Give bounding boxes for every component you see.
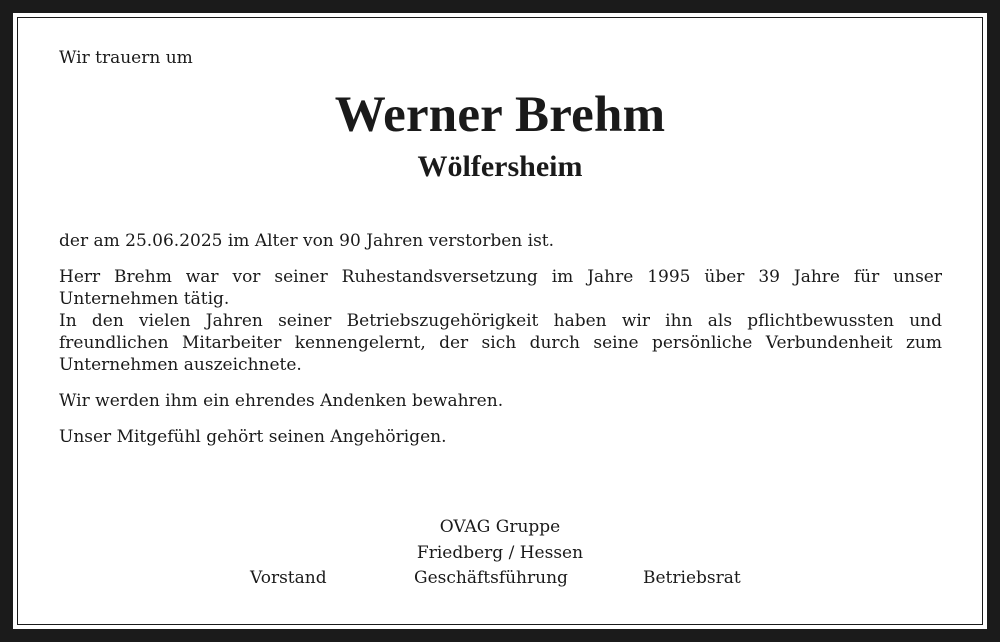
notice-body [59,230,942,448]
deceased-name: Werner Brehm [334,87,666,143]
hometown: Wölfersheim [417,150,583,183]
career-paragraph: Herr Brehm war vor seiner Ruhestandsversetzung im Jahre 1995 über 39 Jahre für unser Unternehmen tätig. [59,267,942,309]
tribute-paragraph: In den vielen Jahren seiner Betriebszugehörigkeit haben wir ihn als pflichtbewussten und freundlichen Mitarbeiter kennengelernt, der sich durch seine persönliche Verbundenheit zum Unternehmen auszeichnete. [59,311,942,375]
intro-text: Wir trauern um [59,48,193,68]
remembrance-paragraph: Wir werden ihm ein ehrendes Andenken bewahren. [59,391,504,411]
signatory-board: Vorstand [250,568,327,588]
death-date-paragraph: der am 25.06.2025 im Alter von 90 Jahren verstorben ist. [59,231,555,251]
signatory-works-council: Betriebsrat [643,568,741,588]
signature-organization: OVAG Gruppe [439,517,561,537]
condolence-paragraph: Unser Mitgefühl gehört seinen Angehörigen. [59,427,447,447]
signature-city: Friedberg / Hessen [416,543,584,563]
signatory-management: Geschäftsführung [414,568,568,588]
